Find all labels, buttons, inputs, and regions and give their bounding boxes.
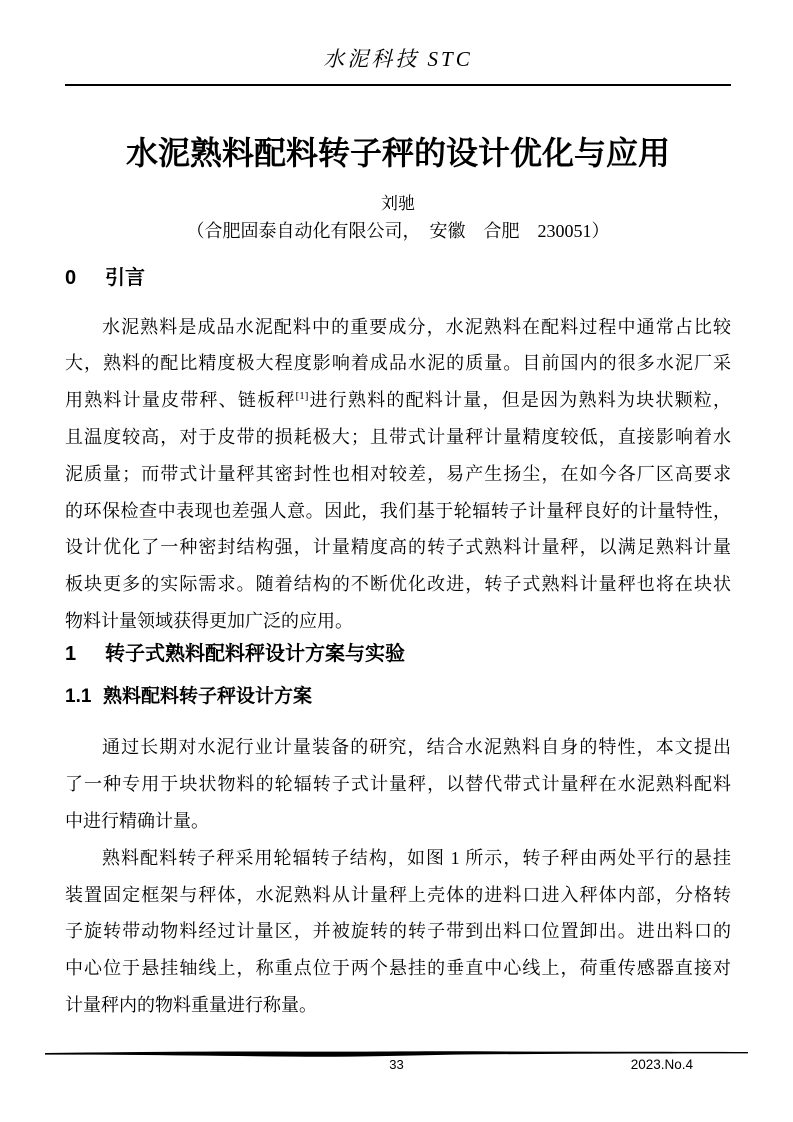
journal-header <box>65 0 731 72</box>
paragraph-line: 子旋转带动物料经过计量区，并被旋转的转子带到出料口位置卸出。进出料口的 <box>65 921 731 942</box>
section-number: 0 <box>65 267 77 289</box>
paragraph-line: 设计优化了一种密封结构强，计量精度高的转子式熟料计量秤，以满足熟料计量 <box>65 537 731 558</box>
paragraph-line: 大，熟料的配比精度极大程度影响着成品水泥的质量。目前国内的很多水泥厂采 <box>65 353 731 374</box>
paragraph-line: 且温度较高，对于皮带的损耗极大；且带式计量秤计量精度较低，直接影响着水 <box>65 426 731 447</box>
footer-rule <box>45 1046 748 1056</box>
design-scheme-paragraph-2 <box>65 840 731 1024</box>
section-title: 熟料配料转子秤设计方案 <box>103 686 313 708</box>
section-heading-1 <box>65 640 731 668</box>
citation-reference: [1] <box>295 390 309 403</box>
section-title: 转子式熟料配料秤设计方案与实验 <box>105 642 405 665</box>
paragraph-line: 泥质量；而带式计量秤其密封性也相对较差，易产生扬尘，在如今各厂区高要求 <box>65 463 731 484</box>
paragraph-line: 板块更多的实际需求。随着结构的不断优化改进，转子式熟料计量秤也将在块状 <box>65 574 731 595</box>
paragraph-line: 通过长期对水泥行业计量装备的研究，结合水泥熟料自身的特性，本文提出 <box>102 737 731 758</box>
paragraph-line: 物料计量领域获得更加广泛的应用。 <box>65 610 353 631</box>
page-number: 33 <box>389 1057 404 1072</box>
section-heading-1-1 <box>65 684 731 710</box>
author-name: 刘驰 <box>381 194 415 213</box>
paragraph-line: 计量秤内的物料重量进行称量。 <box>65 994 317 1015</box>
text-segment: 进行熟料的配料计量，但是因为熟料为块状颗粒， <box>308 390 731 411</box>
paragraph-line: 中心位于悬挂轴线上，称重点位于两个悬挂的垂直中心线上，荷重传感器直接对 <box>65 958 731 979</box>
issue-label: 2023.No.4 <box>630 1057 693 1072</box>
article-title: 水泥熟料配料转子秤的设计优化与应用 <box>125 135 670 171</box>
paragraph-line: 水泥熟料是成品水泥配料中的重要成分，水泥熟料在配料过程中通常占比较 <box>102 316 731 337</box>
intro-paragraph <box>65 309 731 640</box>
journal-name: 水泥科技 STC <box>323 47 473 71</box>
header-rule <box>65 84 731 86</box>
text-segment: 用熟料计量皮带秤、链板秤 <box>65 390 296 411</box>
paragraph-line: 装置固定框架与秤体，水泥熟料从计量秤上壳体的进料口进入秤体内部，分格转 <box>65 884 731 905</box>
affiliation: （合肥固泰自动化有限公司， 安徽 合肥 230051） <box>186 221 610 241</box>
paragraph-line: 中进行精确计量。 <box>65 810 209 831</box>
section-title: 引言 <box>105 267 145 289</box>
paragraph-line <box>65 382 731 419</box>
paragraph-line: 熟料配料转子秤采用轮辐转子结构，如图 1 所示，转子秤由两处平行的悬挂 <box>102 847 731 868</box>
design-scheme-paragraph-1 <box>65 729 731 839</box>
paragraph-line: 的环保检查中表现也差强人意。因此，我们基于轮辐转子计量秤良好的计量特性， <box>65 500 731 521</box>
section-number: 1.1 <box>65 686 92 708</box>
section-number: 1 <box>65 642 77 665</box>
section-heading-intro <box>65 264 731 292</box>
paragraph-line: 了一种专用于块状物料的轮辐转子式计量秤，以替代带式计量秤在水泥熟料配料 <box>65 774 731 795</box>
